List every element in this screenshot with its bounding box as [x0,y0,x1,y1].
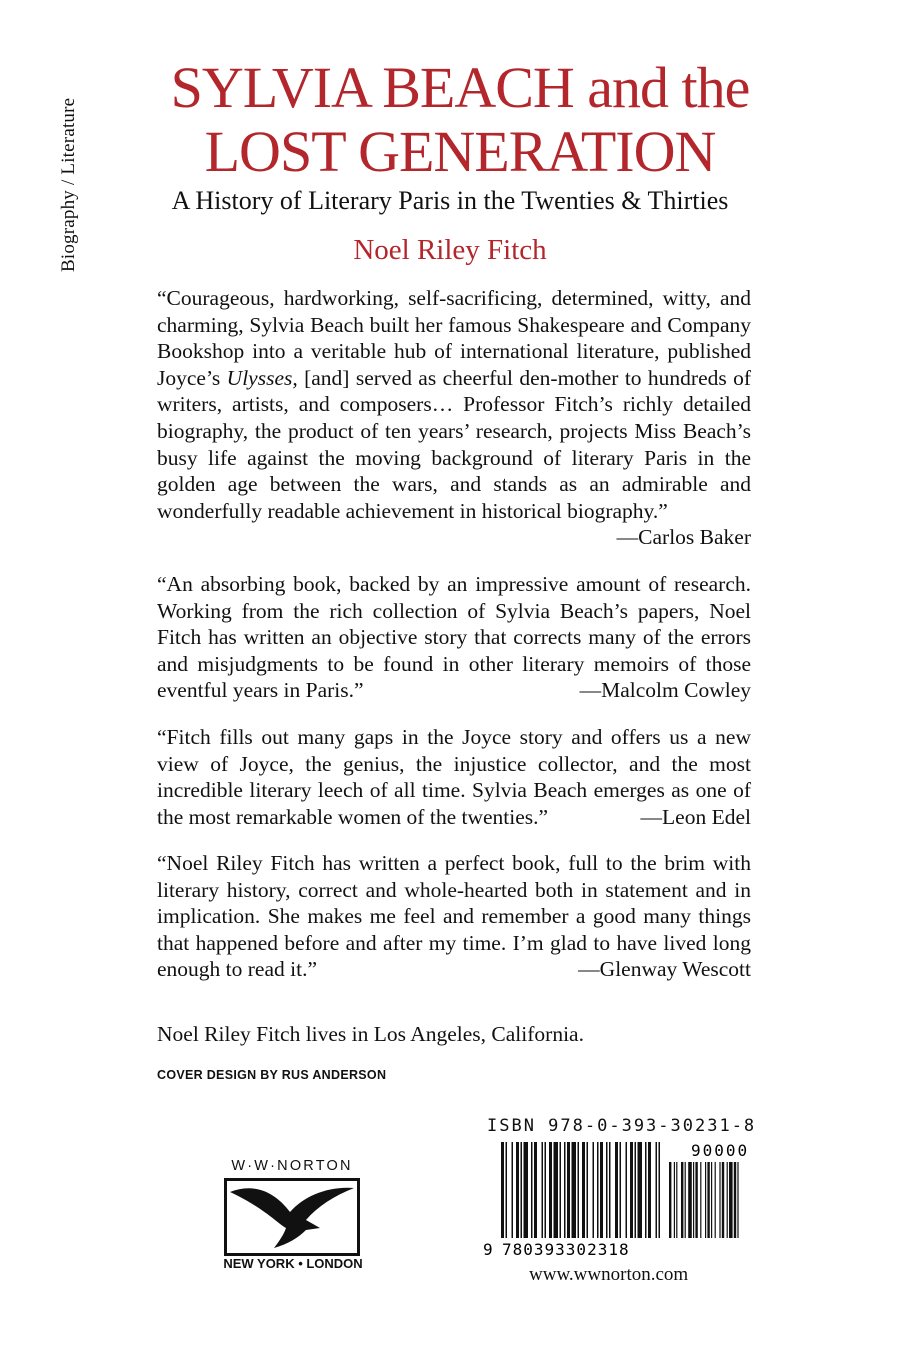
barcode-bar [734,1162,736,1238]
barcode-bar [630,1142,633,1238]
publisher-cities: NEW YORK • LONDON [223,1256,363,1271]
barcode-bar [567,1142,570,1238]
barcode-bar [688,1162,692,1238]
barcode-bar [737,1162,738,1238]
quote-text-pre: “Courageous, hardworking, self-sacrificing, determined, witty, and charming, Sylvia Beach built her famous Shakespeare and Company Bookshop into a veritable hub of international literature, published Joyce’s [157,286,751,390]
barcode-bar [554,1142,559,1238]
quote-attribution: —Malcolm Cowley [579,678,751,703]
barcode [483,1138,750,1259]
barcode-bar [705,1162,706,1238]
barcode-bar [648,1142,651,1238]
publisher-website: www.wwnorton.com [529,1264,689,1285]
barcode-bar [587,1142,589,1238]
barcode-bar [512,1142,514,1238]
barcode-bar [711,1162,712,1238]
barcode-bar [700,1162,701,1238]
review-quote-2 [157,571,751,704]
publisher-wordmark: W·W·NORTON [231,1158,353,1174]
isbn-number: ISBN 978-0-393-30231-8 [487,1116,757,1136]
quote-attribution: —Leon Edel [640,804,751,829]
price-code: 90000 [691,1141,750,1160]
quote-attribution: —Carlos Baker [616,525,751,550]
seagull-icon [224,1178,360,1256]
barcode-bar [656,1142,658,1238]
review-quote-3 [157,724,751,830]
barcode-bar [524,1142,529,1238]
quote-text: “Fitch fills out many gaps in the Joyce story and offers us a new view of Joyce, the genius, the injustice collector, and the most incredible literary leech of all time. Sylvia Beach emerges as one of the most remarkable women of the twenties.” [157,725,751,829]
quote-text: “Noel Riley Fitch has written a perfect book, full to the brim with literary history, correct and whole-hearted both in statement and in implication. She makes me feel and remember a good many things that happened before and after my time. I’m glad to have lived long enough to read it.” [157,851,751,982]
barcode-bar [615,1142,618,1238]
barcode-bar [620,1142,622,1238]
barcode-bar [707,1162,709,1238]
barcode-bar [727,1162,728,1238]
barcode-bar [719,1162,720,1238]
book-subtitle: A History of Literary Paris in the Twenties & Thirties [171,186,729,215]
quote-text-post: [and] served as cheerful den-mother to hundreds of writers, artists, and composers… Professor Fitch’s richly detailed biography, the product of ten years’ research, projects Miss Beach’s busy life against the moving background of literary Paris in the golden age between the wars, and stands as an admirable and wonderfully readable achievement in historical biography.” [157,365,752,523]
barcode-bar [685,1162,686,1238]
barcode-bar [593,1142,595,1238]
barcode-bar [564,1142,566,1238]
barcode-bar [645,1142,647,1238]
author-bio: Noel Riley Fitch lives in Los Angeles, California. [157,1022,584,1046]
barcode-bar [681,1162,683,1238]
barcode-bar [560,1142,562,1238]
barcode-bar [635,1142,637,1238]
barcode-bar [722,1162,724,1238]
quote-attribution: —Glenway Wescott [578,957,751,982]
barcode-bar [693,1162,694,1238]
review-quote-1 [157,285,751,551]
barcode-bar [695,1162,697,1238]
author-name: Noel Riley Fitch [353,234,547,266]
barcode-bar [609,1142,611,1238]
barcode-bar [516,1142,519,1238]
barcode-bar [606,1142,608,1238]
barcode-bar [534,1142,537,1238]
barcode-bar [582,1142,585,1238]
barcode-bar [638,1142,643,1238]
title-line-2: LOST GENERATION [204,119,716,184]
barcode-bar [578,1142,580,1238]
barcode-bar [542,1142,544,1238]
category-text: Biography / Literature [58,97,79,272]
cover-credit: COVER DESIGN BY RUS ANDERSON [157,1068,387,1082]
barcode-bar [506,1142,508,1238]
barcode-bar [549,1142,552,1238]
barcode-bar [521,1142,523,1238]
quote-text: “An absorbing book, backed by an impressive amount of research. Working from the rich collection of Sylvia Beach’s papers, Noel Fitch has written an objective story that corrects many of the errors and misjudgments to be found in other literary memoirs of those eventful years in Paris.” [157,572,751,703]
title-line-1: SYLVIA BEACH and the [170,55,750,120]
barcode-bar [659,1142,661,1238]
spine-category-label [58,62,88,272]
barcode-bar [545,1142,547,1238]
book-title [150,56,770,184]
barcode-digits: 780393302318 [502,1240,630,1259]
quote-book-title: Ulysses, [226,365,298,390]
barcode-bar [715,1162,716,1238]
barcode-bar [674,1162,675,1238]
barcode-bar [676,1162,677,1238]
barcode-first-digit: 9 [483,1240,493,1259]
barcode-bar [729,1162,733,1238]
barcode-bar [572,1142,577,1238]
barcode-bar [531,1142,533,1238]
barcode-bar [669,1162,671,1238]
barcode-bar [600,1142,603,1238]
barcode-bar [501,1142,504,1238]
review-quote-4 [157,850,751,983]
barcode-bar [597,1142,599,1238]
barcode-bar [626,1142,628,1238]
